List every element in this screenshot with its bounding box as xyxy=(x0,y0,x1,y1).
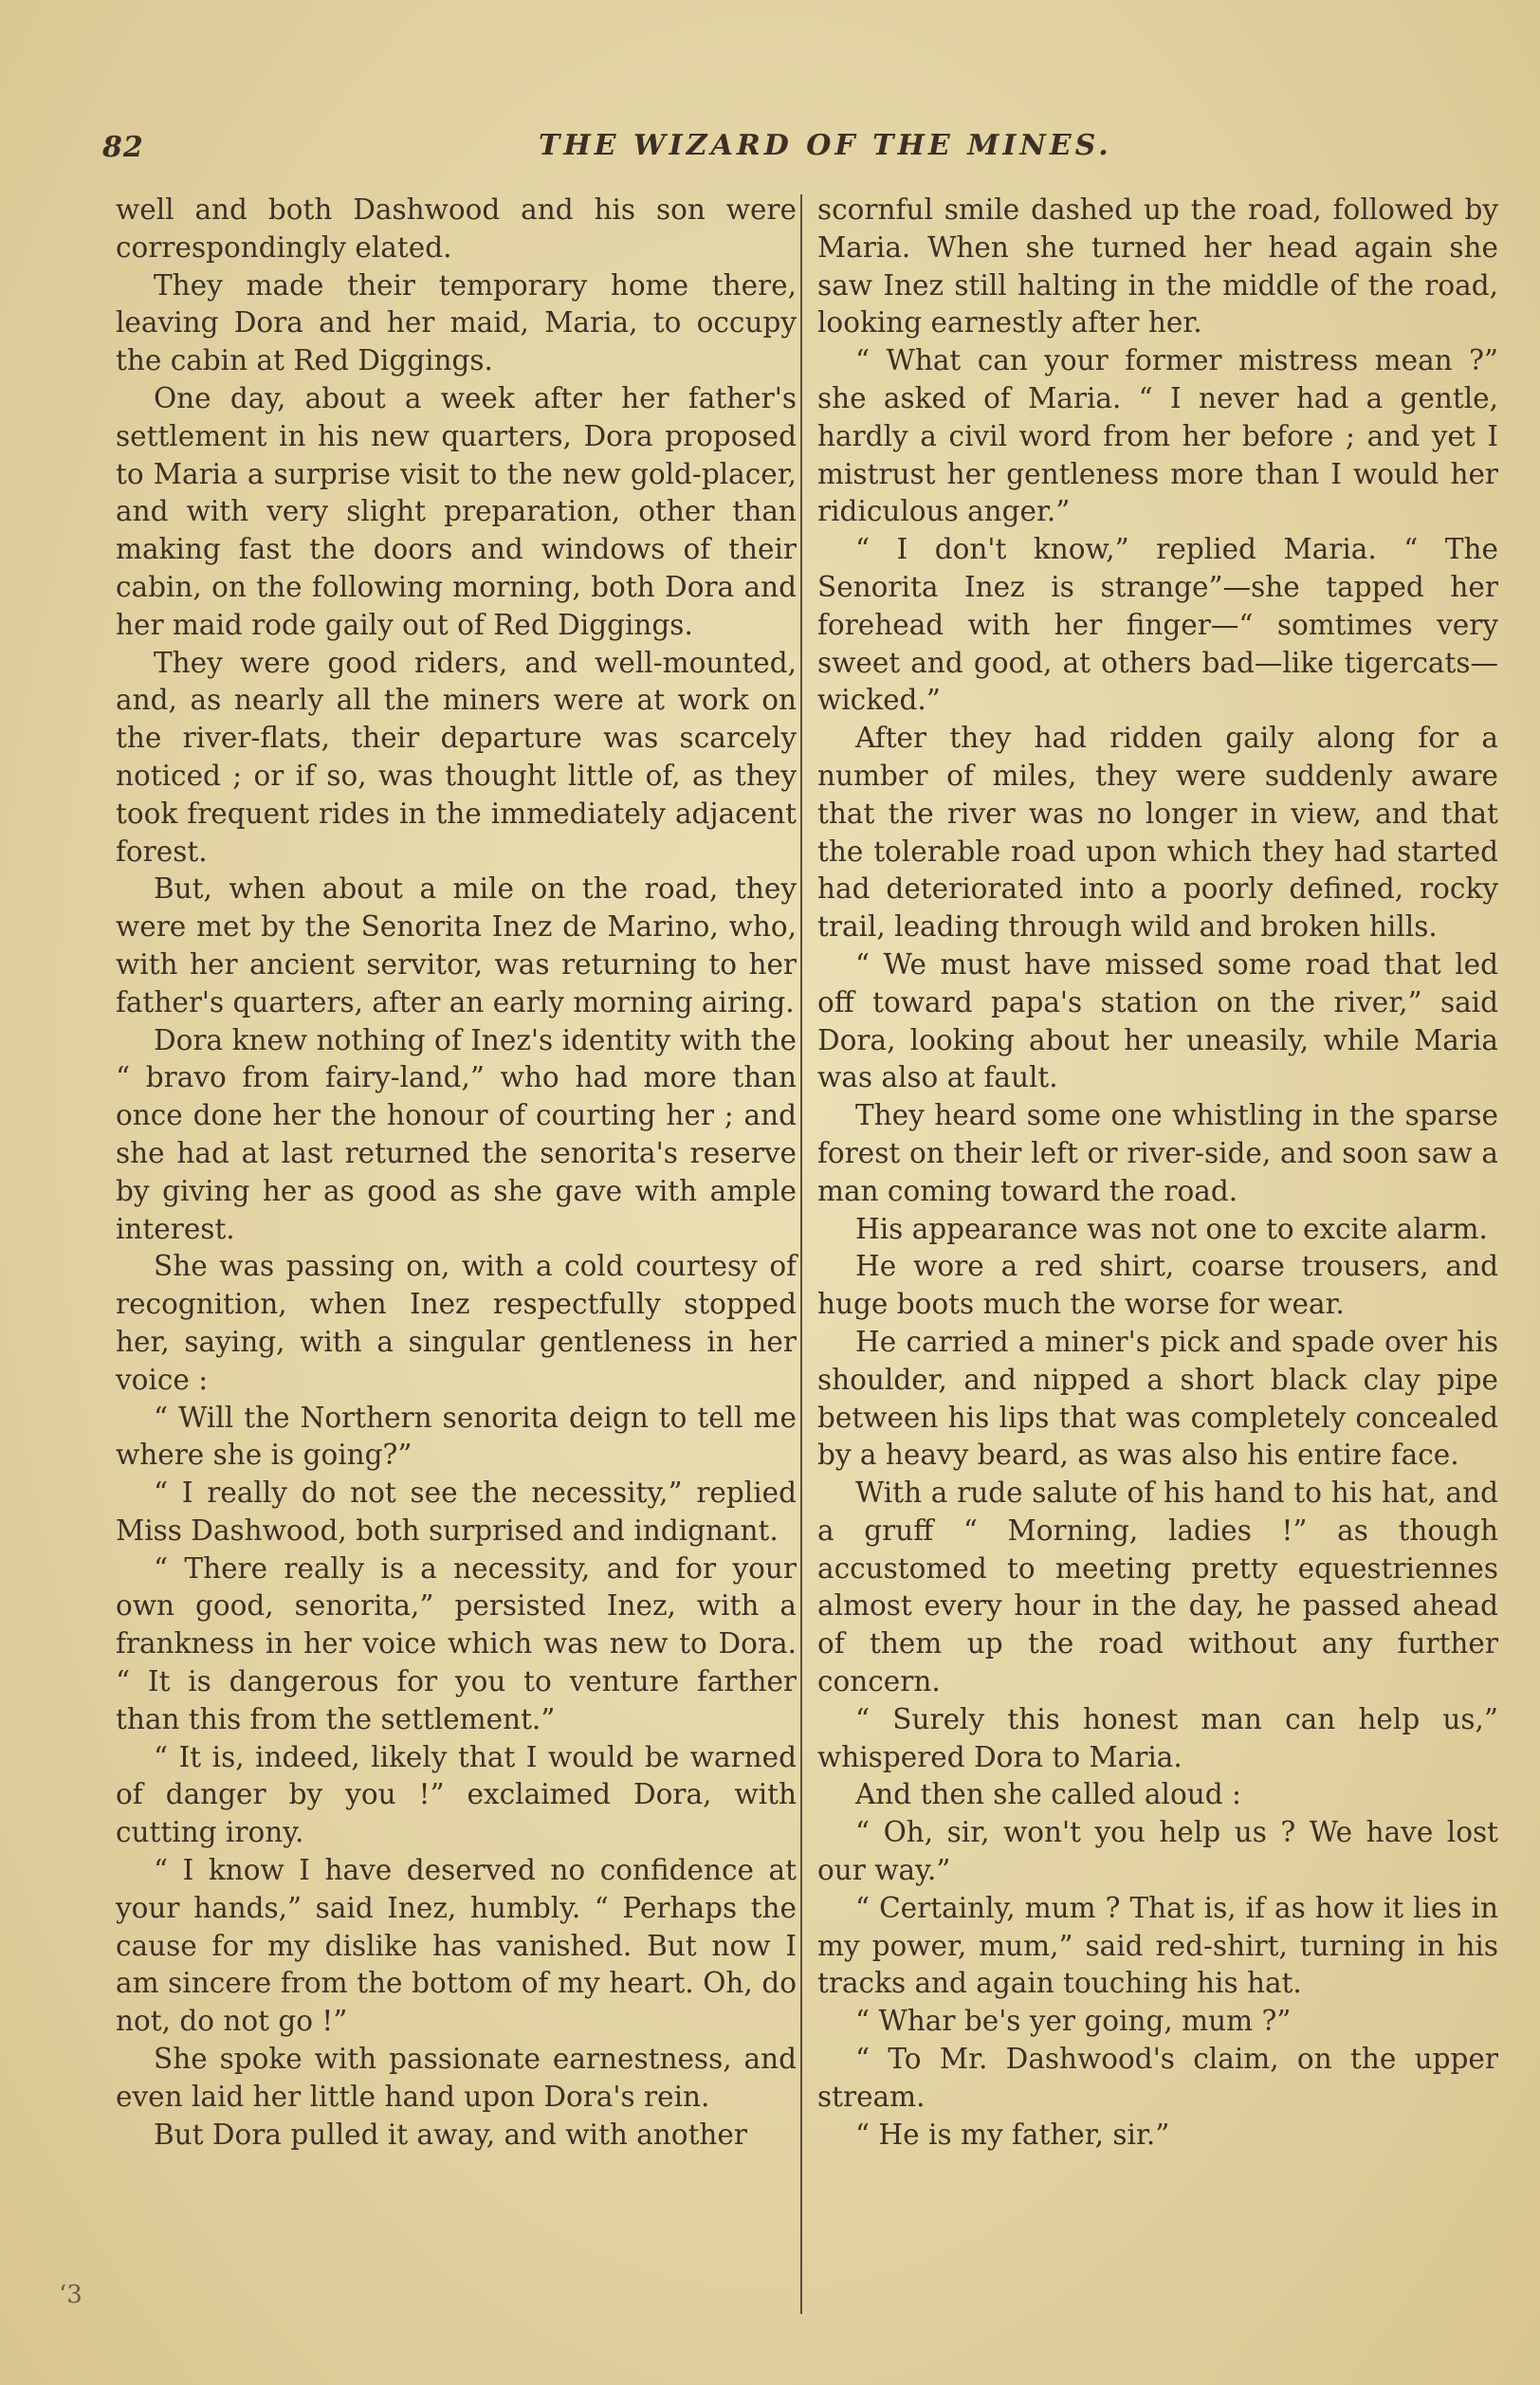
paragraph: “ Oh, sir, won't you help us ? We have lost our way.” xyxy=(817,1816,1498,1887)
paragraph: “ There really is a necessity, and for your own good, senorita,” persisted Inez, with a frankness in her voice which was new to Dora. “ It is dangerous for you to venture farther than this from the settlement.” xyxy=(116,1551,797,1735)
paragraph: “ I don't know,” replied Maria. “ The Senorita Inez is strange”—she tapped her forehead with her finger—“ somtimes very sweet and good, at others bad—like tigercats—wicked.” xyxy=(817,533,1498,717)
paragraph: “ To Mr. Dashwood's claim, on the upper stream. xyxy=(817,2043,1498,2113)
page-number: 82 xyxy=(102,131,144,164)
paragraph: “ What can your former mistress mean ?” she asked of Maria. “ I never had a gentle, hardly a civil word from her before ; and yet I mistrust her gentleness more than I would her ridiculous anger.” xyxy=(817,344,1498,528)
paragraph: scornful smile dashed up the road, followed by Maria. When she turned her head again she saw Inez still halting in the middle of the road, looking earnestly after her. xyxy=(817,193,1498,339)
paragraph: “ I know I have deserved no confidence at your hands,” said Inez, humbly. “ Perhaps the cause for my dislike has vanished. But now I am sincere from the bottom of my heart. Oh, do not, do not go !” xyxy=(116,1854,797,2038)
column-divider xyxy=(800,194,802,2314)
left-column xyxy=(116,192,797,2154)
paragraph: And then she called aloud : xyxy=(855,1778,1241,1811)
paragraph: They made their temporary home there, leaving Dora and her maid, Maria, to occupy the cabin at Red Diggings. xyxy=(116,268,797,377)
paragraph: “ We must have missed some road that led off toward papa's station on the river,” said Dora, looking about her uneasily, while Maria was also at fault. xyxy=(817,947,1498,1094)
paragraph: She spoke with passionate earnestness, and even laid her little hand upon Dora's rein. xyxy=(116,2043,797,2113)
paragraph: They were good riders, and well-mounted, and, as nearly all the miners were at work on the river-flats, their departure was scarcely noticed ; or if so, was thought little of, as they took frequent rides in the immediately adjacent forest. xyxy=(116,646,797,868)
paragraph: But Dora pulled it away, and with another xyxy=(154,2118,747,2151)
paragraph: But, when about a mile on the road, they were met by the Senorita Inez de Marino, who, with her ancient servitor, was returning to her father's quarters, after an early morning airing. xyxy=(116,872,797,1018)
paragraph: “ It is, indeed, likely that I would be warned of danger by you !” exclaimed Dora, with cutting irony. xyxy=(116,1740,797,1849)
paragraph: “ I really do not see the necessity,” replied Miss Dashwood, both surprised and indignant. xyxy=(116,1477,797,1547)
paragraph: She was passing on, with a cold courtesy of recognition, when Inez respectfully stopped her, saying, with a singular gentleness in her voice : xyxy=(116,1250,797,1396)
paragraph: They heard some one whistling in the sparse forest on their left or river-side, and soon saw a man coming toward the road. xyxy=(817,1099,1498,1207)
margin-annotation: ‘3 xyxy=(59,2281,82,2309)
paragraph: He wore a red shirt, coarse trousers, and huge boots much the worse for wear. xyxy=(817,1250,1498,1321)
running-title: THE WIZARD OF THE MINES. xyxy=(539,129,1112,162)
paragraph: One day, about a week after her father's settlement in his new quarters, Dora proposed to Maria a surprise visit to the new gold-placer, and with very slight preparation, other than making fast the doors and windows of their cabin, on the following morning, both Dora and her maid rode gaily out of Red Diggings. xyxy=(116,381,797,641)
paragraph: Dora knew nothing of Inez's identity with the “ bravo from fairy-land,” who had more than once done her the honour of courting her ; and she had at last returned the senorita's reserve by giving her as good as she gave with ample interest. xyxy=(116,1023,797,1245)
paragraph: His appearance was not one to excite alarm. xyxy=(855,1212,1488,1245)
paragraph: With a rude salute of his hand to his hat, and a gruff “ Morning, ladies !” as though accustomed to meeting pretty equestriennes almost every hour in the day, he passed ahead of them up the road without any further concern. xyxy=(817,1477,1498,1698)
paragraph: “ Will the Northern senorita deign to tell me where she is going?” xyxy=(116,1401,797,1472)
paragraph: “ Whar be's yer going, mum ?” xyxy=(855,2005,1292,2038)
paragraph: well and both Dashwood and his son were correspondingly elated. xyxy=(116,193,797,264)
paragraph: “ Surely this honest man can help us,” whispered Dora to Maria. xyxy=(817,1702,1498,1773)
paragraph: He carried a miner's pick and spade over his shoulder, and nipped a short black clay pipe between his lips that was completely concealed by a heavy beard, as was also his entire face. xyxy=(817,1325,1498,1472)
right-column xyxy=(817,192,1498,2154)
paragraph: “ Certainly, mum ? That is, if as how it lies in my power, mum,” said red-shirt, turning in his tracks and again touching his hat. xyxy=(817,1891,1498,2000)
paragraph: After they had ridden gaily along for a number of miles, they were suddenly aware that the river was no longer in view, and that the tolerable road upon which they had started had deteriorated into a poorly defined, rocky trail, leading through wild and broken hills. xyxy=(817,722,1498,944)
paragraph: “ He is my father, sir.” xyxy=(855,2118,1170,2151)
